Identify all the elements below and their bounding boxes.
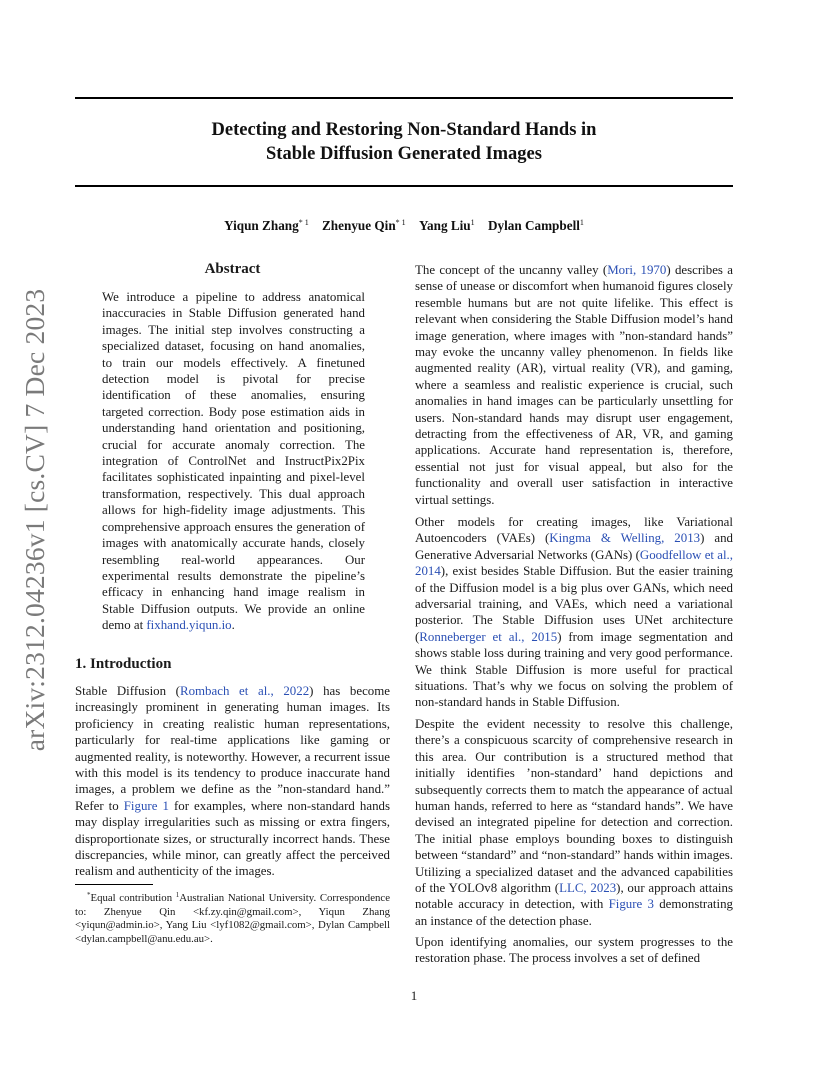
- footnote-mark: *: [87, 891, 91, 899]
- citation-link[interactable]: Mori, 1970: [607, 263, 667, 277]
- body-text: ) describes a sense of unease or discomfort when humanoid figures closely resemble humans but are not quite lifelike. This effect is relevant when considering the Stable Diffusion model’s hand image generation, where images with ”non-standard hands” may evoke the uncanny valley phenomenon. In fields like augmented reality (AR), virtual reality (VR), and gaming, where a seamless and realistic experience is crucial, such anomalies in hand images can be particularly unsettling for users. Non-standard hands may disrupt user engagement, detracting from the effectiveness of AR, VR, and gaming applications. Accurate hand representation is, therefore, essential not just for visual appeal, but also for the functionality and overall user satisfaction in interactive virtual settings.: [415, 263, 734, 507]
- introduction-paragraph-1: [75, 683, 390, 880]
- paper-title-line-1: Detecting and Restoring Non-Standard Hands in: [211, 120, 597, 140]
- body-text: ) has become increasingly prominent in generating human images. Its proficiency in creating realistic human representations, particularly for real-time applications like gaming or augmented reality, is noteworthy. However, a recurrent issue with this model is its tendency to produce inaccurate hand images, a problem we define as the ”non-standard hand.” Refer to: [75, 684, 390, 813]
- author-affiliation-mark: * 1: [298, 218, 309, 227]
- citation-link[interactable]: Goodfellow et al., 2014: [415, 547, 734, 579]
- author: [488, 218, 584, 233]
- author-affiliation-mark: 1: [579, 218, 584, 227]
- footnote-equal-contribution: Equal contribution: [90, 892, 176, 904]
- right-column-paragraph-1: [415, 262, 733, 508]
- author-name: Yiqun Zhang: [224, 218, 299, 233]
- body-text: ), exist besides Stable Diffusion. But the easier training of the Diffusion model is a big plus over GANs, which need adversarial training, and VAEs, which need a variational posterior. The Stable Diffusion uses UNet architecture (: [415, 564, 733, 644]
- citation-link[interactable]: Ronneberger et al., 2015: [419, 629, 558, 644]
- arxiv-identifier: arXiv:2312.04236v1 [cs.CV] 7 Dec 2023: [19, 288, 50, 752]
- citation-link[interactable]: Rombach et al., 2022: [179, 684, 310, 698]
- footnote: [75, 889, 390, 946]
- body-text: for examples, where non-standard hands may display irregularities such as missing or extra fingers, disproportionate sizes, or structurally incorrect hands. These discrepancies, while minor, can greatly affect the perceived realism and authenticity of the images.: [75, 798, 390, 879]
- body-text: Despite the evident necessity to resolve this challenge, there’s a conspicuous scarcity of comprehensive research in this area. Our contribution is a structured method that initially identifies ’non-standard’ hand depictions and subsequently corrects them to match the appearance of actual human hands, referred to here as “standard hands”. We have devised an integrated pipeline for detection and correction. The initial phase employs bounding boxes to distinguish between “standard” and “non-standard” hands within images. Utilizing a specialized dataset and the advanced capabilities of the YOLOv8 algorithm (: [415, 717, 733, 896]
- footnote-affiliation: Australian National University. Correspondence to: Zhenyue Qin <kf.zy.qin@gmail.com>, Yiqun Zhang <yiqun@admin.io>, Yang Liu <lyf1082@gmail.com>, Dylan Campbell <dylan.campbell@anu.edu.au>.: [75, 892, 390, 945]
- demo-link[interactable]: fixhand.yiqun.io: [146, 618, 232, 633]
- footnote-mark: 1: [175, 891, 180, 899]
- body-text: ), our approach attains notable accuracy in detection, with: [415, 881, 733, 912]
- introduction-heading: 1. Introduction: [75, 656, 172, 672]
- author-affiliation-mark: 1: [470, 218, 475, 227]
- abstract-text-end: .: [231, 618, 235, 633]
- right-column-paragraph-4: Upon identifying anomalies, our system progresses to the restoration phase. The process involves a set of defined: [415, 935, 733, 966]
- author: [224, 218, 309, 233]
- paper-title-line-2: Stable Diffusion Generated Images: [266, 144, 542, 164]
- paper-title: [75, 118, 733, 166]
- figure-link[interactable]: Figure 1: [123, 798, 169, 813]
- right-column-paragraph-3: [415, 716, 733, 929]
- author: [322, 218, 406, 233]
- body-text: The concept of the uncanny valley (: [415, 263, 608, 277]
- abstract-heading: Abstract: [204, 261, 261, 277]
- body-text: ) and Generative Adversarial Networks (GANs) (: [415, 531, 733, 562]
- body-text: Other models for creating images, like Variational Autoencoders (VAEs) (: [415, 515, 733, 546]
- body-text: Stable Diffusion (: [75, 684, 180, 698]
- author-name: Yang Liu: [418, 218, 471, 233]
- body-text: ) from image segmentation and shows stable loss during training and very good performance. We think Stable Diffusion is more useful for practical situations. That’s why we focus on solving the problem of non-standard hands in Stable Diffusion.: [415, 629, 733, 710]
- abstract-body: [102, 289, 365, 634]
- author-affiliation-mark: * 1: [395, 218, 406, 227]
- author-list: [75, 214, 733, 235]
- author: [419, 218, 475, 233]
- citation-link[interactable]: Kingma & Welling, 2013: [549, 531, 701, 546]
- page-number: 1: [410, 988, 418, 1003]
- author-name: Zhenyue Qin: [322, 218, 396, 233]
- figure-link[interactable]: Figure 3: [608, 897, 654, 912]
- title-rule-top: [75, 97, 733, 99]
- citation-link[interactable]: LLC, 2023: [559, 881, 617, 896]
- abstract-text: We introduce a pipeline to address anatomical inaccuracies in Stable Diffusion generated hand images. The initial step involves constructing a specialized dataset, focusing on hand anomalies, to train our models effectively. A finetuned detection model is pivotal for precise identification of these anomalies, ensuring targeted correction. Body pose estimation aids in understanding hand orientation and positioning, crucial for accurate anomaly correction. The integration of ControlNet and InstructPix2Pix facilitates sophisticated inpainting and pixel-level transformation, respectively. This dual approach allows for high-fidelity image adjustments. This comprehensive approach ensures the generation of images with anatomically accurate hands, closely resembling real-world appearances. Our experimental results demonstrate the pipeline’s efficacy in enhancing hand image realism in Stable Diffusion outputs. We provide an online demo at: [102, 290, 365, 633]
- footnote-rule: [75, 884, 153, 885]
- body-text: demonstrating an instance of the detection phase.: [415, 897, 733, 928]
- right-column-paragraph-2: [415, 514, 733, 711]
- title-rule-bottom: [75, 185, 733, 187]
- author-name: Dylan Campbell: [487, 218, 580, 233]
